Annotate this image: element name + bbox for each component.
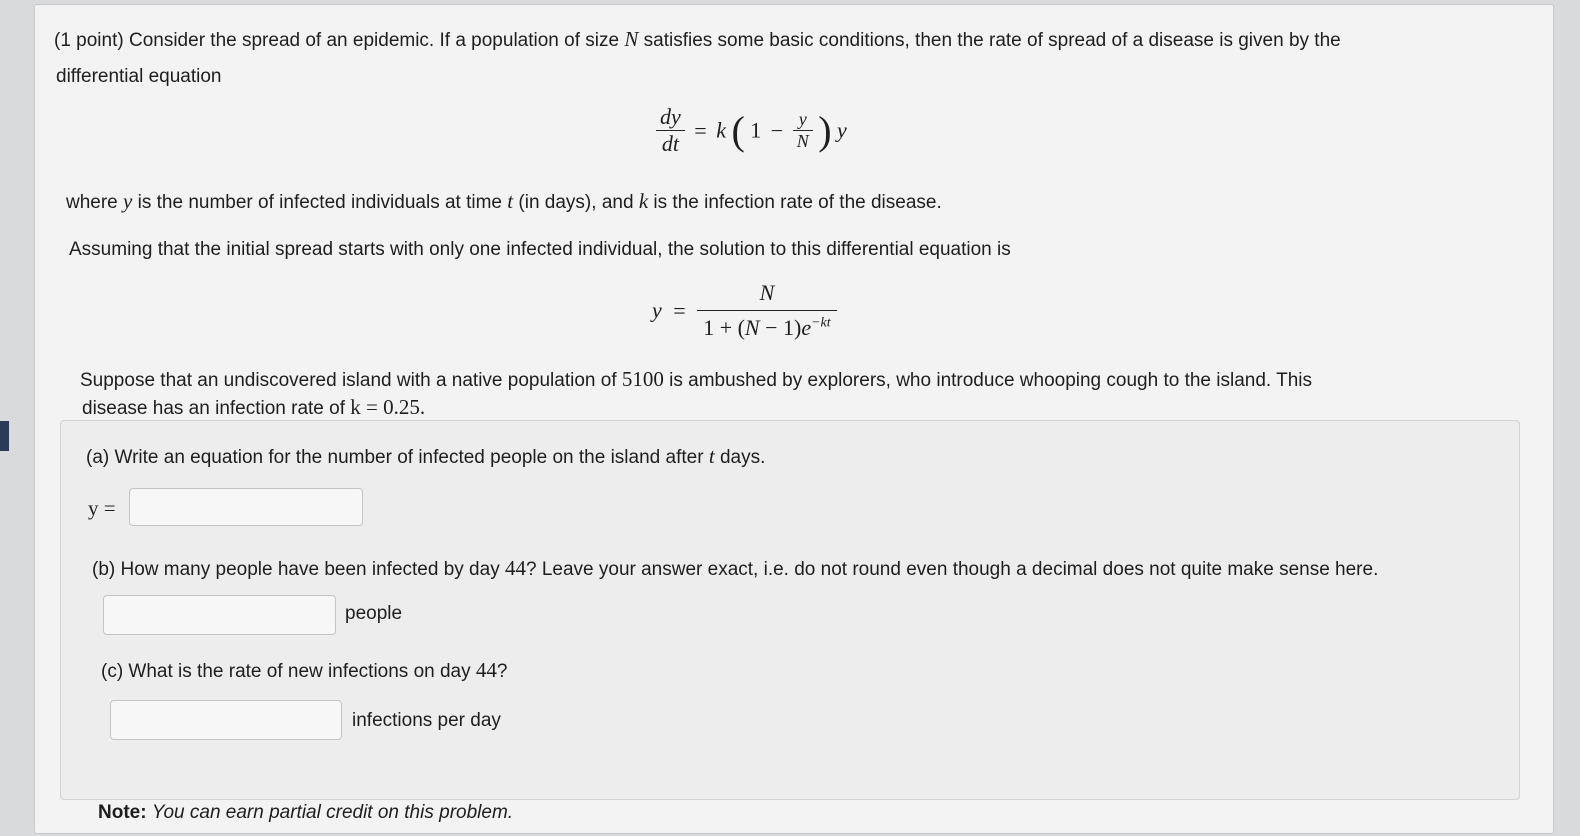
solution-denominator: [697, 310, 836, 341]
differential-equation: [656, 104, 847, 157]
suppose-k-value: k = 0.25.: [350, 395, 426, 419]
de-y-tail: y: [837, 117, 847, 143]
part-a-prompt: [86, 443, 765, 471]
de-left-paren: (: [731, 108, 745, 153]
part-c-text-a: (c) What is the rate of new infections on day: [101, 661, 471, 682]
answer-input-a[interactable]: [129, 488, 363, 526]
intro-line-1: [54, 26, 1341, 54]
y-over-n-denominator: N: [793, 130, 813, 152]
derivative-denominator: dt: [656, 130, 685, 157]
derivative-numerator: dy: [660, 104, 681, 129]
derivative-fraction: [656, 104, 685, 157]
part-a-label: y =: [88, 496, 116, 520]
solution-equation: [652, 280, 837, 341]
where-line: [66, 188, 942, 216]
solution-y: y: [652, 297, 662, 323]
solution-equals: =: [673, 297, 686, 323]
suppose-population: 5100: [621, 367, 664, 391]
de-one: 1: [750, 117, 762, 143]
page-edge-marker: [0, 421, 9, 451]
solution-den-exponent: −kt: [811, 315, 831, 331]
solution-den-b: − 1): [759, 315, 802, 340]
solution-numerator: N: [759, 280, 775, 305]
part-c-day: 44: [475, 658, 497, 682]
where-var-k: k: [638, 189, 649, 213]
y-over-n-numerator: y: [798, 109, 807, 129]
suppose-line2-text: disease has an infection rate of: [82, 398, 346, 419]
intro-text-prefix: (1 point) Consider the spread of an epidemic. If a population of size: [54, 30, 620, 51]
part-b-text-a: (b) How many people have been infected by day: [92, 559, 500, 580]
intro-text-suffix: satisfies some basic conditions, then the rate of spread of a disease is given by the: [643, 30, 1341, 51]
note-label: Note:: [98, 802, 147, 823]
part-a-text-a: (a) Write an equation for the number of infected people on the island after: [86, 447, 704, 468]
where-text-d: is the infection rate of the disease.: [653, 192, 942, 213]
where-text-a: where: [66, 192, 118, 213]
suppose-text-a: Suppose that an undiscovered island with a native population of: [80, 370, 617, 391]
part-c-prompt: [101, 657, 507, 685]
part-b-unit: people: [345, 603, 403, 624]
de-right-paren: ): [818, 108, 832, 153]
solution-den-n: N: [744, 315, 760, 340]
solution-den-a: 1 + (: [703, 315, 745, 340]
de-equals: =: [694, 117, 707, 143]
answer-input-c[interactable]: [110, 700, 342, 740]
where-var-y: y: [123, 189, 133, 213]
de-k: k: [716, 117, 726, 143]
intro-var-n: N: [624, 27, 639, 51]
solution-den-e: e: [801, 315, 812, 340]
part-b-text-b: ? Leave your answer exact, i.e. do not round even though a decimal does not quite make sense here.: [525, 559, 1379, 580]
where-var-t: t: [507, 189, 514, 213]
part-c-text-b: ?: [496, 661, 508, 682]
partial-credit-note: [98, 800, 513, 826]
de-minus: −: [770, 117, 784, 143]
note-text: You can earn partial credit on this problem.: [151, 802, 514, 823]
part-b-day: 44: [504, 556, 526, 580]
part-a-var-t: t: [708, 444, 715, 468]
suppose-line-2: [82, 394, 425, 422]
y-over-n-fraction: [793, 109, 813, 152]
intro-line-2: differential equation: [56, 66, 222, 87]
answer-input-b[interactable]: [103, 595, 336, 635]
where-text-b: is the number of infected individuals at time: [137, 192, 502, 213]
assuming-line: Assuming that the initial spread starts with only one infected individual, the solution to this differential equation is: [69, 239, 1011, 260]
solution-fraction: [697, 280, 836, 341]
suppose-text-b: is ambushed by explorers, who introduce whooping cough to the island. This: [669, 370, 1313, 391]
part-b-prompt: [92, 555, 1378, 583]
part-c-unit: infections per day: [352, 710, 501, 731]
where-text-c: (in days), and: [518, 192, 634, 213]
suppose-line-1: [80, 366, 1312, 394]
part-a-text-b: days.: [719, 447, 766, 468]
